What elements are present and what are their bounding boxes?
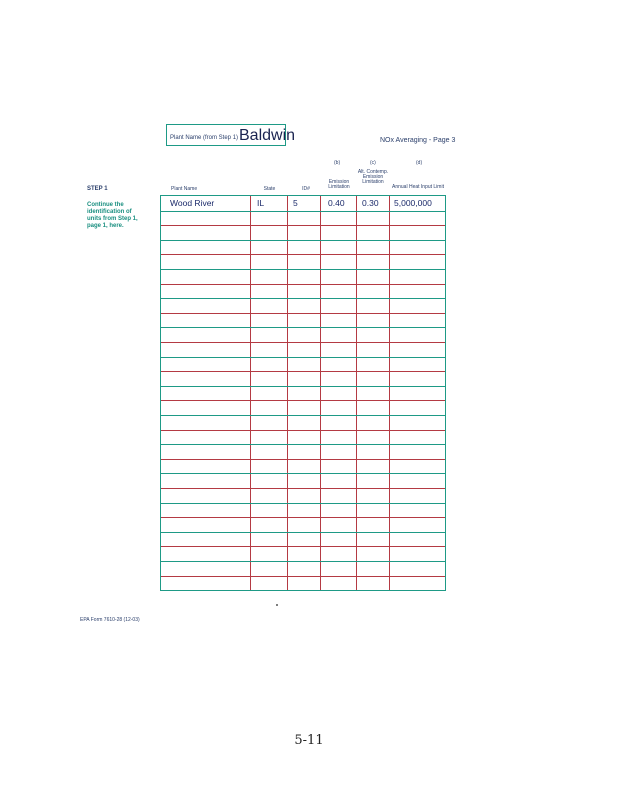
row1-id: 5	[293, 198, 298, 208]
row-line	[161, 327, 445, 328]
row-line	[161, 546, 445, 547]
row-line	[161, 532, 445, 533]
column-letter-d: (d)	[416, 160, 423, 166]
column-divider	[356, 196, 357, 590]
plant-name-box	[166, 124, 296, 146]
column-divider	[320, 196, 321, 590]
form-number: EPA Form 7610-28 (12-03)	[80, 617, 140, 623]
row-line	[161, 240, 445, 241]
page-number: 5-11	[294, 733, 324, 748]
row1-heat-input: 5,000,000	[394, 198, 432, 208]
row-line	[161, 488, 445, 489]
row-line	[161, 357, 445, 358]
step-instruction: Continue the identification of units from Step 1, page 1, here.	[87, 202, 138, 229]
row-line	[161, 342, 445, 343]
row-line	[161, 371, 445, 372]
header-emission-limitation: Emission Limitation	[328, 179, 350, 190]
row1-emission-limitation: 0.40	[328, 198, 345, 208]
row-line	[161, 225, 445, 226]
page-title: NOx Averaging - Page 3	[380, 137, 456, 144]
header-annual-heat-input: Annual Heat Input Limit	[392, 184, 444, 190]
header-state: State	[263, 186, 276, 192]
row-line	[161, 313, 445, 314]
header-plant-name: Plant Name	[171, 186, 198, 192]
row-line	[161, 386, 445, 387]
row-line	[161, 459, 445, 460]
column-divider	[287, 196, 288, 590]
column-divider	[389, 196, 390, 590]
row1-plant-name: Wood River	[170, 198, 215, 208]
row-line	[161, 444, 445, 445]
row-line	[161, 400, 445, 401]
row1-state: IL	[257, 198, 265, 208]
row-line	[161, 298, 445, 299]
row-line	[161, 517, 445, 518]
column-letter-c: (c)	[370, 160, 376, 166]
row-line	[161, 473, 445, 474]
row-line	[161, 211, 445, 212]
row-line	[161, 415, 445, 416]
unit-table	[160, 195, 446, 591]
row1-alt-emission-limitation: 0.30	[362, 198, 379, 208]
column-letter-b: (b)	[334, 160, 341, 166]
row-line	[161, 269, 445, 270]
row-line	[161, 430, 445, 431]
row-line	[161, 576, 445, 577]
plant-name-value: Baldwin	[239, 127, 296, 144]
row-line	[161, 284, 445, 285]
row-line	[161, 254, 445, 255]
header-id: ID#	[302, 186, 310, 192]
plant-name-label: Plant Name (from Step 1)	[170, 135, 239, 141]
step-label: STEP 1	[87, 186, 108, 192]
column-divider	[250, 196, 251, 590]
stray-dot	[276, 604, 278, 606]
row-line	[161, 503, 445, 504]
header-alt-emission-limitation: Alt. Contemp. Emission Limitation	[357, 169, 389, 185]
row-line	[161, 561, 445, 562]
